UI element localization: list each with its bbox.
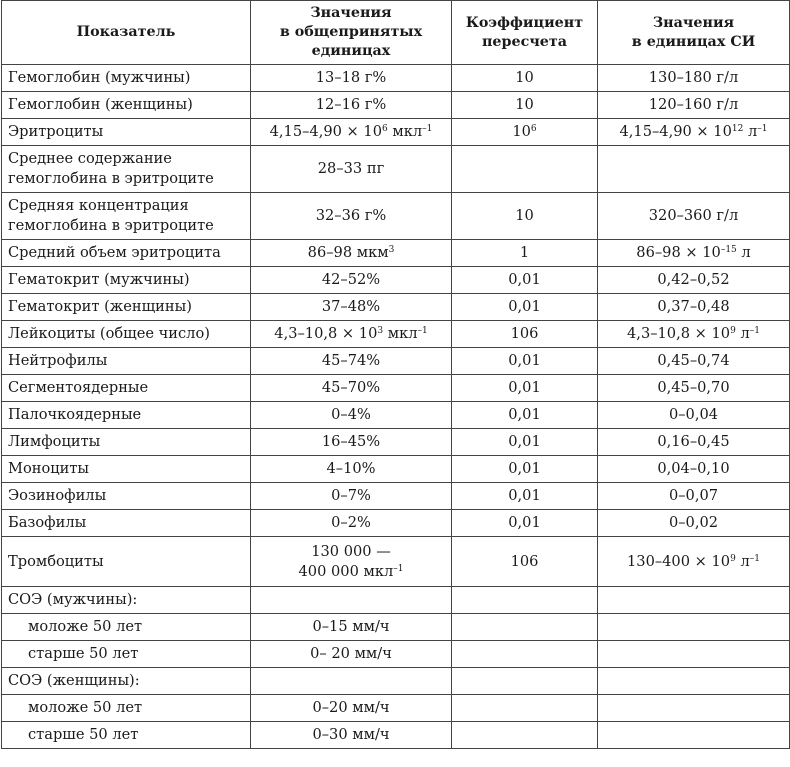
cell-si	[598, 722, 790, 749]
cell-si	[598, 321, 790, 348]
table-row	[2, 348, 790, 375]
cell-text: 0,45–0,74	[657, 352, 730, 369]
cell-factor	[452, 456, 598, 483]
cell-text: 4,15–4,90 × 10	[269, 123, 382, 140]
cell-text: мкл	[387, 123, 423, 140]
header-row	[2, 1, 790, 65]
table-row	[2, 456, 790, 483]
cell-conventional	[251, 483, 452, 510]
cell-text: Тромбоциты	[8, 552, 104, 570]
cell-factor	[452, 119, 598, 146]
cell-text: 28–33 пг	[317, 160, 385, 177]
table-row	[2, 92, 790, 119]
cell-text: 0–0,07	[668, 487, 719, 504]
table-row	[2, 402, 790, 429]
cell-superscript: 3	[377, 326, 384, 336]
cell-text: Гемоглобин (женщины)	[8, 96, 193, 113]
cell-conventional	[251, 402, 452, 429]
cell-conventional	[251, 193, 452, 240]
cell-conventional	[251, 722, 452, 749]
cell-conventional	[251, 348, 452, 375]
cell-text: 0–0,04	[668, 406, 719, 423]
table-row	[2, 119, 790, 146]
cell-text: 0–0,02	[668, 514, 719, 531]
table-row	[2, 294, 790, 321]
header-conversion-factor: Коэффициент пересчета	[452, 1, 598, 65]
cell-text: 0,42–0,52	[657, 271, 730, 288]
cell-conventional	[251, 456, 452, 483]
cell-indicator	[2, 146, 251, 193]
cell-si	[598, 614, 790, 641]
cell-superscript: –15	[720, 245, 737, 255]
cell-text: 0,01	[508, 379, 541, 396]
cell-text: л	[743, 123, 758, 140]
cell-text: 37–48%	[321, 298, 381, 315]
table-row	[2, 240, 790, 267]
cell-text: 0–30 мм/ч	[312, 726, 390, 743]
cell-factor	[452, 641, 598, 668]
cell-text: СОЭ (женщины):	[8, 672, 140, 689]
reference-values-table	[1, 0, 790, 749]
cell-indicator	[2, 402, 251, 429]
cell-superscript: –1	[422, 124, 433, 134]
table-row	[2, 641, 790, 668]
cell-text: Эозинофилы	[8, 487, 107, 504]
cell-text: 0–2%	[331, 514, 371, 531]
cell-factor	[452, 375, 598, 402]
cell-superscript: –1	[749, 326, 760, 336]
cell-indicator	[2, 375, 251, 402]
cell-text: 0–4%	[331, 406, 371, 423]
cell-text: 45–74%	[321, 352, 381, 369]
cell-si	[598, 92, 790, 119]
cell-superscript: 12	[731, 124, 744, 134]
cell-text: 12–16 г%	[315, 96, 387, 113]
cell-text: 42–52%	[321, 271, 381, 288]
table-row	[2, 267, 790, 294]
table-row	[2, 146, 790, 193]
header-indicator: Показатель	[2, 1, 251, 65]
cell-text: Нейтрофилы	[8, 352, 108, 369]
cell-text: 45–70%	[321, 379, 381, 396]
cell-si	[598, 483, 790, 510]
table-row	[2, 537, 790, 587]
cell-text: 0,01	[508, 406, 541, 423]
cell-si	[598, 510, 790, 537]
cell-conventional	[251, 429, 452, 456]
cell-text: Лейкоциты (общее число)	[8, 325, 210, 342]
cell-text: Моноциты	[8, 460, 90, 477]
cell-text: 0,04–0,10	[657, 460, 730, 477]
cell-text: 106	[510, 325, 539, 342]
cell-superscript: 9	[730, 553, 736, 564]
cell-conventional	[251, 240, 452, 267]
cell-indicator	[2, 119, 251, 146]
cell-factor	[452, 695, 598, 722]
cell-conventional	[251, 146, 452, 193]
cell-text: 0,01	[508, 352, 541, 369]
cell-conventional	[251, 321, 452, 348]
cell-text: 4,3–10,8 × 10	[274, 325, 378, 342]
cell-text: 0–15 мм/ч	[312, 618, 390, 635]
cell-si	[598, 456, 790, 483]
cell-si	[598, 537, 790, 587]
cell-conventional	[251, 695, 452, 722]
cell-text: Средний объем эритроцита	[8, 244, 221, 261]
cell-text: 0,01	[508, 433, 541, 450]
cell-text: 0,45–0,70	[657, 379, 730, 396]
cell-factor	[452, 65, 598, 92]
table-row	[2, 587, 790, 614]
header-conventional-units: Значения в общепринятых единицах	[251, 1, 452, 65]
cell-factor	[452, 402, 598, 429]
table-row	[2, 193, 790, 240]
cell-indicator	[2, 668, 251, 695]
cell-conventional	[251, 537, 452, 587]
table-row	[2, 429, 790, 456]
cell-text: 0,01	[508, 298, 541, 315]
table-row	[2, 483, 790, 510]
cell-indicator	[2, 722, 251, 749]
cell-conventional	[251, 119, 452, 146]
cell-indicator	[2, 321, 251, 348]
cell-factor	[452, 240, 598, 267]
cell-indicator	[2, 348, 251, 375]
cell-text: 0,01	[508, 514, 541, 531]
cell-superscript: 6	[382, 124, 388, 134]
cell-si	[598, 668, 790, 695]
cell-conventional	[251, 587, 452, 614]
cell-text: мкл	[383, 325, 418, 342]
cell-text: 16–45%	[321, 433, 381, 450]
cell-text: 0– 20 мм/ч	[310, 645, 392, 662]
cell-si	[598, 641, 790, 668]
cell-indicator	[2, 294, 251, 321]
cell-indicator	[2, 614, 251, 641]
cell-text: 0–20 мм/ч	[312, 699, 390, 716]
cell-text: 0,01	[508, 271, 541, 288]
cell-text: Гематокрит (мужчины)	[8, 271, 190, 288]
cell-indicator	[2, 456, 251, 483]
cell-text: Средняя концентрация гемоглобина в эритроците	[8, 197, 214, 234]
cell-text: Гематокрит (женщины)	[8, 298, 192, 315]
cell-factor	[452, 321, 598, 348]
cell-text: Сегментоядерные	[8, 379, 149, 396]
cell-text: 4,15–4,90 × 10	[619, 123, 732, 140]
cell-factor	[452, 294, 598, 321]
cell-indicator	[2, 92, 251, 119]
cell-factor	[452, 587, 598, 614]
cell-factor	[452, 146, 598, 193]
cell-text: моложе 50 лет	[28, 699, 143, 716]
cell-conventional	[251, 65, 452, 92]
header-si-units: Значения в единицах СИ	[598, 1, 790, 65]
cell-superscript: 9	[730, 326, 736, 336]
table-row	[2, 375, 790, 402]
table-row	[2, 695, 790, 722]
cell-text: СОЭ (мужчины):	[8, 591, 138, 608]
cell-indicator	[2, 429, 251, 456]
cell-text: 13–18 г%	[315, 69, 387, 86]
cell-text: 4–10%	[326, 460, 376, 477]
cell-text: старше 50 лет	[28, 645, 139, 662]
cell-text: Лимфоциты	[8, 433, 101, 450]
cell-indicator	[2, 240, 251, 267]
cell-text: 86–98 × 10	[636, 244, 721, 261]
cell-text: 320–360 г/л	[648, 207, 739, 224]
cell-text: л	[735, 325, 750, 342]
cell-text: моложе 50 лет	[28, 618, 143, 635]
cell-indicator	[2, 641, 251, 668]
cell-superscript: –1	[393, 563, 404, 574]
cell-conventional	[251, 267, 452, 294]
cell-text: 0,01	[508, 487, 541, 504]
cell-factor	[452, 614, 598, 641]
table-row	[2, 65, 790, 92]
cell-text: 0,16–0,45	[657, 433, 730, 450]
cell-text: л	[736, 244, 751, 261]
cell-factor	[452, 722, 598, 749]
cell-text: 0,37–0,48	[657, 298, 730, 315]
cell-text: 0,01	[508, 460, 541, 477]
cell-indicator	[2, 193, 251, 240]
cell-text: 10	[515, 96, 534, 113]
cell-indicator	[2, 483, 251, 510]
cell-text: 4,3–10,8 × 10	[627, 325, 731, 342]
cell-conventional	[251, 294, 452, 321]
cell-conventional	[251, 375, 452, 402]
cell-indicator	[2, 267, 251, 294]
cell-si	[598, 587, 790, 614]
cell-indicator	[2, 587, 251, 614]
cell-factor	[452, 483, 598, 510]
cell-indicator	[2, 65, 251, 92]
cell-factor	[452, 537, 598, 587]
cell-factor	[452, 348, 598, 375]
cell-conventional	[251, 92, 452, 119]
cell-text: 130–400 × 10	[627, 552, 731, 570]
table-row	[2, 321, 790, 348]
cell-conventional	[251, 668, 452, 695]
cell-si	[598, 429, 790, 456]
cell-factor	[452, 668, 598, 695]
table-body	[2, 65, 790, 749]
cell-factor	[452, 510, 598, 537]
cell-text: 32–36 г%	[315, 207, 387, 224]
cell-factor	[452, 429, 598, 456]
cell-conventional	[251, 641, 452, 668]
cell-text: 130 000 — 400 000 мкл	[298, 542, 394, 580]
cell-text: 120–160 г/л	[648, 96, 739, 113]
cell-si	[598, 193, 790, 240]
table-row	[2, 668, 790, 695]
cell-si	[598, 348, 790, 375]
cell-superscript: –1	[757, 124, 768, 134]
cell-text: л	[735, 552, 750, 570]
cell-text: Эритроциты	[8, 123, 104, 140]
cell-text: старше 50 лет	[28, 726, 139, 743]
cell-si	[598, 146, 790, 193]
cell-text: 1	[519, 244, 530, 261]
cell-text: Палочкоядерные	[8, 406, 142, 423]
cell-conventional	[251, 510, 452, 537]
cell-text: 10	[515, 69, 534, 86]
cell-indicator	[2, 695, 251, 722]
cell-superscript: 6	[530, 124, 537, 134]
table-row	[2, 510, 790, 537]
cell-factor	[452, 267, 598, 294]
cell-indicator	[2, 537, 251, 587]
cell-si	[598, 695, 790, 722]
cell-text: 10	[512, 123, 531, 140]
cell-factor	[452, 92, 598, 119]
cell-si	[598, 294, 790, 321]
cell-si	[598, 65, 790, 92]
cell-superscript: –1	[417, 326, 428, 336]
cell-text: Среднее содержание гемоглобина в эритроците	[8, 150, 214, 187]
cell-text: 130–180 г/л	[648, 69, 739, 86]
cell-factor	[452, 193, 598, 240]
cell-text: 86–98 мкм	[307, 244, 389, 261]
table-row	[2, 722, 790, 749]
cell-conventional	[251, 614, 452, 641]
cell-si	[598, 267, 790, 294]
cell-si	[598, 375, 790, 402]
cell-text: 0–7%	[331, 487, 371, 504]
cell-text: Гемоглобин (мужчины)	[8, 69, 191, 86]
cell-text: Базофилы	[8, 514, 87, 531]
cell-text: 10	[515, 207, 534, 224]
cell-si	[598, 119, 790, 146]
cell-si	[598, 240, 790, 267]
table-row	[2, 614, 790, 641]
cell-superscript: –1	[749, 553, 760, 564]
cell-si	[598, 402, 790, 429]
cell-superscript: 3	[388, 245, 395, 255]
cell-indicator	[2, 510, 251, 537]
cell-text: 106	[510, 552, 539, 570]
